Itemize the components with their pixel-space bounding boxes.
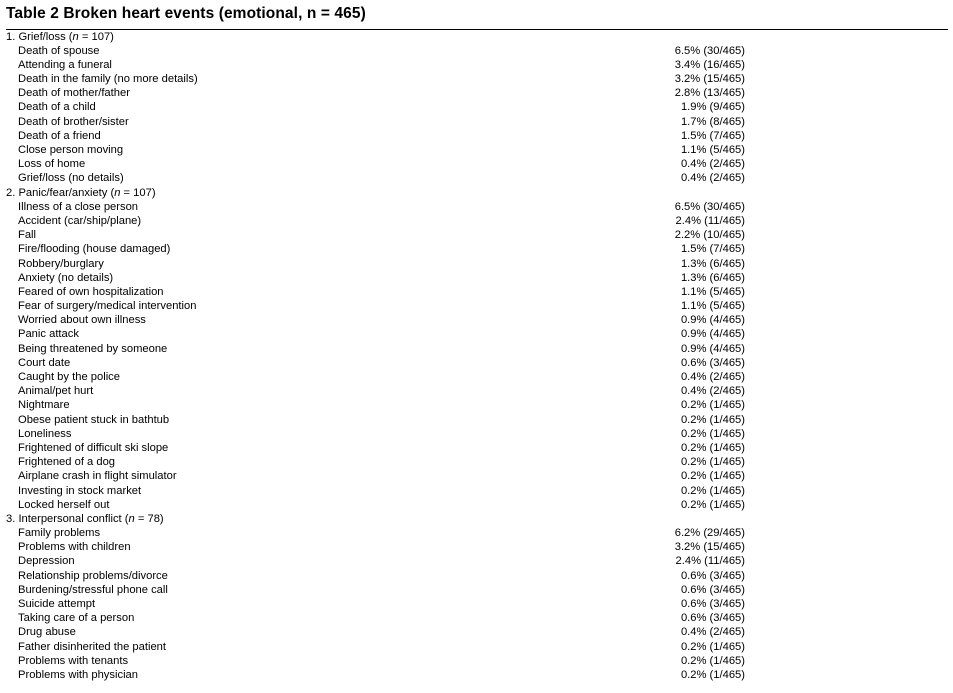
table-row	[0, 455, 953, 469]
event-frequency: 0.4% (2/465)	[680, 172, 745, 185]
section-heading-suffix: = 78)	[134, 512, 164, 525]
table-title: Table 2 Broken heart events (emotional, n = 465)	[6, 5, 366, 22]
event-frequency: 0.2% (1/465)	[680, 456, 745, 469]
event-label: Attending a funeral	[18, 58, 112, 71]
event-frequency: 0.2% (1/465)	[680, 470, 745, 483]
event-label: Accident (car/ship/plane)	[18, 214, 142, 227]
event-label: Airplane crash in flight simulator	[18, 470, 177, 483]
event-frequency: 6.5% (30/465)	[674, 44, 745, 57]
event-frequency: 0.2% (1/465)	[680, 399, 745, 412]
event-frequency: 6.2% (29/465)	[674, 527, 745, 540]
table-row	[0, 611, 953, 625]
event-label: Worried about own illness	[18, 314, 146, 327]
event-label: Fire/flooding (house damaged)	[18, 243, 171, 256]
table-row	[0, 413, 953, 427]
event-frequency: 0.9% (4/465)	[680, 342, 745, 355]
table-row	[0, 583, 953, 597]
event-frequency: 0.9% (4/465)	[680, 328, 745, 341]
table-row	[0, 171, 953, 185]
table-row	[0, 115, 953, 129]
event-frequency: 0.6% (3/465)	[680, 612, 745, 625]
table-row	[0, 427, 953, 441]
event-label: Robbery/burglary	[18, 257, 104, 270]
table-row	[0, 129, 953, 143]
event-label: Drug abuse	[18, 626, 76, 639]
table-row	[0, 58, 953, 72]
section-heading-label	[6, 512, 164, 526]
table-row	[0, 228, 953, 242]
event-label: Depression	[18, 555, 75, 568]
table-row	[0, 597, 953, 611]
table-row	[0, 640, 953, 654]
event-frequency: 1.1% (5/465)	[680, 285, 745, 298]
section-heading-n: n	[72, 30, 79, 43]
table-row	[0, 342, 953, 356]
event-label: Investing in stock market	[18, 484, 142, 497]
table-row	[0, 214, 953, 228]
table-row	[0, 526, 953, 540]
event-label: Fall	[18, 229, 37, 242]
event-label: Taking care of a person	[18, 612, 135, 625]
event-label: Close person moving	[18, 144, 124, 156]
event-frequency: 1.1% (5/465)	[680, 300, 745, 313]
event-label: Burdening/stressful phone call	[18, 583, 168, 596]
event-frequency: 0.2% (1/465)	[680, 413, 745, 426]
section-heading-suffix: = 107)	[120, 186, 156, 199]
section-heading-label	[6, 30, 114, 44]
event-frequency: 0.4% (2/465)	[680, 158, 745, 171]
event-label: Caught by the police	[18, 371, 120, 383]
table-row	[0, 441, 953, 455]
event-frequency: 0.4% (2/465)	[680, 626, 745, 639]
event-frequency: 3.4% (16/465)	[674, 58, 745, 71]
table-row	[0, 327, 953, 341]
event-label: Animal/pet hurt	[18, 385, 94, 398]
event-label: Suicide attempt	[18, 598, 96, 610]
event-label: Loneliness	[18, 427, 72, 440]
table-row	[0, 625, 953, 639]
event-label: Locked herself out	[18, 498, 110, 511]
event-frequency: 0.2% (1/465)	[680, 427, 745, 440]
event-frequency: 1.5% (7/465)	[680, 243, 745, 256]
event-label: Being threatened by someone	[18, 342, 168, 355]
event-frequency: 2.8% (13/465)	[674, 87, 745, 100]
section-heading-prefix: 3. Interpersonal conflict (	[6, 512, 129, 525]
section-heading-prefix: 2. Panic/fear/anxiety (	[6, 186, 115, 199]
event-label: Relationship problems/divorce	[18, 569, 168, 582]
event-frequency: 0.4% (2/465)	[680, 385, 745, 398]
event-frequency: 3.2% (15/465)	[674, 541, 745, 554]
section-heading-n: n	[114, 186, 121, 199]
table-row	[0, 668, 953, 682]
event-label: Death in the family (no more details)	[18, 73, 198, 86]
event-frequency: 0.4% (2/465)	[680, 371, 745, 383]
event-label: Grief/loss (no details)	[18, 172, 124, 185]
table-row	[0, 370, 953, 384]
table-row	[0, 100, 953, 114]
table-row	[0, 554, 953, 568]
table-row	[0, 242, 953, 256]
event-label: Problems with physician	[18, 668, 139, 681]
event-label: Death of mother/father	[18, 87, 130, 100]
event-label: Anxiety (no details)	[18, 271, 114, 284]
event-frequency: 1.3% (6/465)	[680, 271, 745, 284]
event-frequency: 2.2% (10/465)	[674, 229, 745, 242]
table-row	[0, 143, 953, 157]
section-heading-label	[6, 186, 156, 200]
event-label: Death of a child	[18, 101, 96, 114]
table-row	[0, 44, 953, 58]
event-label: Feared of own hospitalization	[18, 285, 164, 298]
table-row	[0, 356, 953, 370]
event-frequency: 1.3% (6/465)	[680, 257, 745, 270]
section-heading-n: n	[128, 512, 135, 525]
event-frequency: 1.9% (9/465)	[680, 101, 745, 114]
event-label: Father disinherited the patient	[18, 640, 167, 653]
event-label: Illness of a close person	[18, 200, 139, 213]
event-label: Panic attack	[18, 328, 79, 341]
event-label: Loss of home	[18, 158, 86, 171]
table-row	[0, 72, 953, 86]
event-frequency: 0.6% (3/465)	[680, 569, 745, 582]
event-label: Death of a friend	[18, 129, 101, 142]
table-row	[0, 285, 953, 299]
section-heading	[0, 512, 953, 526]
table-row	[0, 498, 953, 512]
table-row	[0, 484, 953, 498]
table-row	[0, 299, 953, 313]
event-label: Frightened of difficult ski slope	[18, 441, 169, 454]
event-frequency: 0.6% (3/465)	[680, 598, 745, 610]
event-label: Death of spouse	[18, 44, 100, 57]
section-heading-suffix: = 107)	[78, 30, 114, 43]
table-row	[0, 313, 953, 327]
event-frequency: 0.9% (4/465)	[680, 314, 745, 327]
event-label: Obese patient stuck in bathtub	[18, 413, 170, 426]
event-frequency: 0.2% (1/465)	[680, 441, 745, 454]
event-frequency: 0.2% (1/465)	[680, 484, 745, 497]
event-frequency: 0.6% (3/465)	[680, 356, 745, 369]
event-frequency: 0.2% (1/465)	[680, 668, 745, 681]
event-label: Problems with children	[18, 541, 131, 554]
table-row	[0, 384, 953, 398]
table-row	[0, 86, 953, 100]
event-label: Fear of surgery/medical intervention	[18, 300, 197, 313]
event-frequency: 1.5% (7/465)	[680, 129, 745, 142]
section-heading	[0, 186, 953, 200]
event-frequency: 0.2% (1/465)	[680, 498, 745, 511]
event-frequency: 0.2% (1/465)	[680, 640, 745, 653]
table-body	[0, 30, 953, 683]
event-frequency: 0.2% (1/465)	[680, 654, 745, 667]
event-frequency: 2.4% (11/465)	[675, 555, 745, 568]
table-row	[0, 200, 953, 214]
event-frequency: 2.4% (11/465)	[675, 214, 745, 227]
table-row	[0, 540, 953, 554]
event-label: Family problems	[18, 527, 101, 540]
section-heading	[0, 30, 953, 44]
event-label: Nightmare	[18, 399, 70, 412]
event-label: Frightened of a dog	[18, 456, 116, 469]
event-frequency: 1.7% (8/465)	[680, 115, 745, 128]
event-label: Problems with tenants	[18, 654, 129, 667]
table-row	[0, 398, 953, 412]
event-frequency: 3.2% (15/465)	[674, 73, 745, 86]
table-row	[0, 157, 953, 171]
table-row	[0, 257, 953, 271]
table-row	[0, 569, 953, 583]
event-label: Court date	[18, 356, 71, 369]
event-label: Death of brother/sister	[18, 115, 129, 128]
table-row	[0, 271, 953, 285]
section-heading-prefix: 1. Grief/loss (	[6, 30, 73, 43]
event-frequency: 1.1% (5/465)	[680, 144, 745, 156]
table-row	[0, 469, 953, 483]
table-row	[0, 654, 953, 668]
event-frequency: 6.5% (30/465)	[674, 200, 745, 213]
event-frequency: 0.6% (3/465)	[680, 583, 745, 596]
